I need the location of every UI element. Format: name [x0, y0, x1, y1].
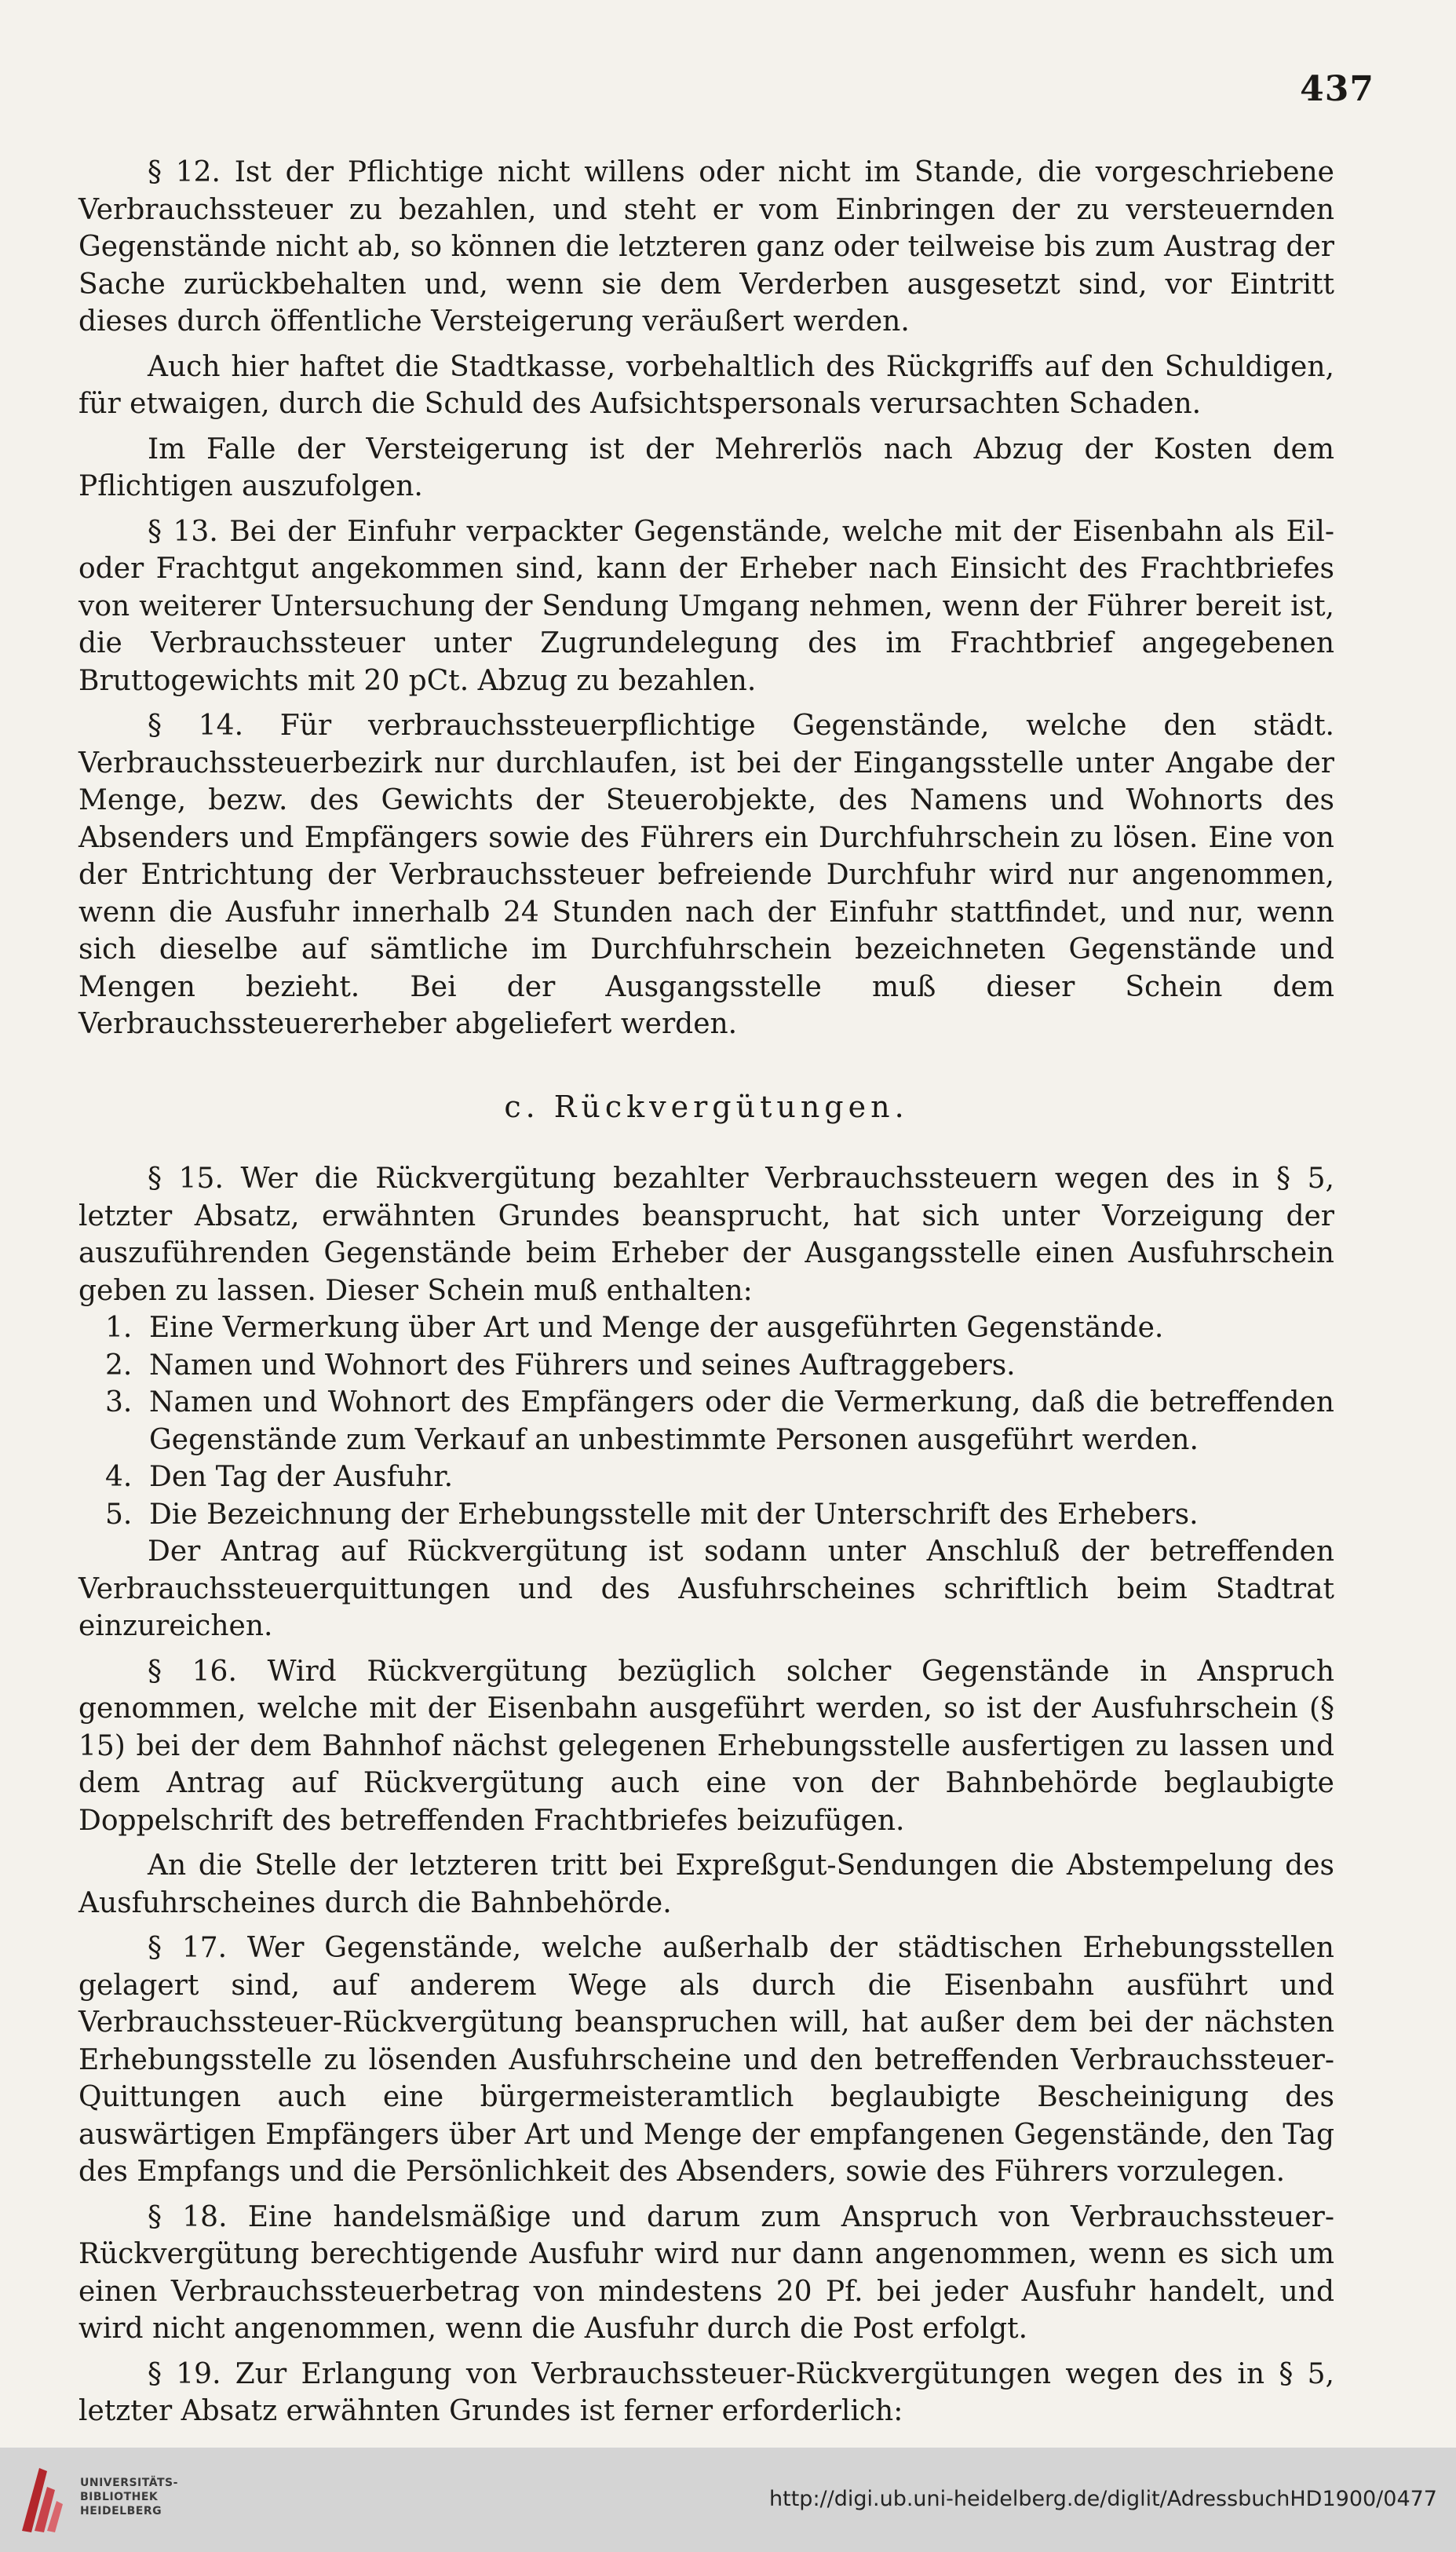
section-15-list [78, 1309, 1334, 1533]
page-content [78, 154, 1334, 2430]
footer-bar [0, 2448, 1456, 2552]
permalink-url[interactable]: http://digi.ub.uni-heidelberg.de/diglit/AdressbuchHD1900/0477 [769, 2487, 1437, 2511]
section-heading-rueckverguetungen: c. Rückvergütungen. [504, 1089, 909, 1124]
list-item-text: Den Tag der Ausfuhr. [149, 1461, 454, 1493]
section-13-paragraph: § 13. Bei der Einfuhr verpackter Gegenstände, welche mit der Eisenbahn als Eil- oder Frachtgut angekommen sind, kann der Erheber nach Einsicht des Frachtbriefes von weiterer Untersuchung der Sendung Umgang nehmen, wenn der Führer bereit ist, die Verbrauchssteuer unter Zugrundelegung des im Frachtbrief angegebenen Bruttogewichts mit 20 pCt. Abzug zu bezahlen. [78, 515, 1334, 697]
library-name-line: BIBLIOTHEK [80, 2491, 159, 2503]
section-12-paragraph-2: Auch hier haftet die Stadtkasse, vorbehaltlich des Rückgriffs auf den Schuldigen, für etwaigen, durch die Schuld des Aufsichtspersonals verursachten Schaden. [78, 350, 1334, 420]
list-item-text: Die Bezeichnung der Erhebungsstelle mit der Unterschrift des Erhebers. [149, 1498, 1199, 1531]
section-16-paragraph-1: § 16. Wird Rückvergütung bezüglich solcher Gegenstände in Anspruch genommen, welche mit der Eisenbahn ausgeführt werden, so ist der Ausfuhrschein (§ 15) bei der dem Bahnhof nächst gelegenen Erhebungsstelle ausfertigen zu lassen und dem Antrag auf Rückvergütung auch eine von der Bahnbehörde beglaubigte Doppelschrift des betreffenden Frachtbriefes beizufügen. [78, 1655, 1334, 1837]
university-seal-icon [16, 2463, 64, 2536]
list-item [78, 1496, 1334, 1534]
library-name-line: HEIDELBERG [80, 2505, 162, 2517]
page-number: 437 [1300, 69, 1374, 109]
section-14-paragraph: § 14. Für verbrauchssteuerpflichtige Gegenstände, welche den städt. Verbrauchssteuerbezirk nur durchlaufen, ist bei der Eingangsstelle unter Angabe der Menge, bezw. des Gewichts der Steuerobjekte, des Namens und Wohnorts des Absenders und Empfängers sowie des Führers ein Durchfuhrschein zu lösen. Eine von der Entrichtung der Verbrauchssteuer befreiende Durchfuhr wird nur angenommen, wenn die Ausfuhr innerhalb 24 Stunden nach der Einfuhr stattfindet, und nur, wenn sich dieselbe auf sämtliche im Durchfuhrschein bezeichneten Gegenstände und Mengen bezieht. Bei der Ausgangsstelle muß dieser Schein dem Verbrauchssteuererheber abgeliefert werden. [78, 710, 1334, 1040]
list-item-text: Namen und Wohnort des Empfängers oder die Vermerkung, daß die betreffenden Gegenstände zum Verkauf an unbestimmte Personen ausgeführt werden. [149, 1386, 1334, 1456]
section-16-paragraph-2: An die Stelle der letzteren tritt bei Expreßgut-Sendungen die Abstempelung des Ausfuhrscheines durch die Bahnbehörde. [78, 1849, 1334, 1919]
list-item-number: 2. [105, 1349, 133, 1382]
list-item-text: Eine Vermerkung über Art und Menge der ausgeführten Gegenstände. [149, 1312, 1164, 1344]
list-item [78, 1347, 1334, 1385]
library-name-line: UNIVERSITÄTS- [80, 2477, 178, 2489]
section-12-paragraph-3: Im Falle der Versteigerung ist der Mehrerlös nach Abzug der Kosten dem Pflichtigen auszufolgen. [78, 433, 1334, 502]
list-item [78, 1459, 1334, 1496]
section-15-intro: § 15. Wer die Rückvergütung bezahlter Verbrauchssteuern wegen des in § 5, letzter Absatz, erwähnten Grundes beansprucht, hat sich unter Vorzeigung der auszuführenden Gegenstände beim Erheber der Ausgangsstelle einen Ausfuhrschein geben zu lassen. Dieser Schein muß enthalten: [78, 1163, 1334, 1307]
list-item [78, 1309, 1334, 1347]
section-15-closing: Der Antrag auf Rückvergütung ist sodann unter Anschluß der betreffenden Verbrauchssteuerquittungen und des Ausfuhrscheines schriftlich beim Stadtrat einzureichen. [78, 1535, 1334, 1642]
section-12-paragraph-1: § 12. Ist der Pflichtige nicht willens oder nicht im Stande, die vorgeschriebene Verbrauchssteuer zu bezahlen, und steht er vom Einbringen der zu versteuernden Gegenstände nicht ab, so können die letzteren ganz oder teilweise bis zum Austrag der Sache zurückbehalten und, wenn sie dem Verderben ausgesetzt sind, vor Eintritt dieses durch öffentliche Versteigerung veräußert werden. [78, 156, 1334, 338]
list-item-number: 4. [105, 1461, 133, 1493]
list-item-text: Namen und Wohnort des Führers und seines Auftraggebers. [149, 1349, 1016, 1382]
section-18-paragraph: § 18. Eine handelsmäßige und darum zum Anspruch von Verbrauchssteuer-Rückvergütung berechtigende Ausfuhr wird nur dann angenommen, wenn es sich um einen Verbrauchssteuerbetrag von mindestens 20 Pf. bei jeder Ausfuhr handelt, und wird nicht angenommen, wenn die Ausfuhr durch die Post erfolgt. [78, 2200, 1334, 2345]
list-item [78, 1384, 1334, 1459]
list-item-number: 3. [105, 1386, 133, 1418]
list-item-number: 1. [105, 1312, 133, 1344]
list-item-number: 5. [105, 1498, 133, 1531]
section-19-paragraph: § 19. Zur Erlangung von Verbrauchssteuer-Rückvergütungen wegen des in § 5, letzter Absatz erwähnten Grundes ist ferner erforderlich: [78, 2357, 1334, 2427]
library-name [80, 2476, 178, 2518]
section-17-paragraph: § 17. Wer Gegenstände, welche außerhalb der städtischen Erhebungsstellen gelagert sind, auf anderem Wege als durch die Eisenbahn ausführt und Verbrauchssteuer-Rückvergütung beanspruchen will, hat außer dem bei der nächsten Erhebungsstelle zu lösenden Ausfuhrscheine und den betreffenden Verbrauchssteuer-Quittungen auch eine bürgermeisteramtlich beglaubigte Bescheinigung des auswärtigen Empfängers über Art und Menge der empfangenen Gegenstände, den Tag des Empfangs und die Persönlichkeit des Absenders, sowie des Führers vorzulegen. [78, 1932, 1334, 2188]
